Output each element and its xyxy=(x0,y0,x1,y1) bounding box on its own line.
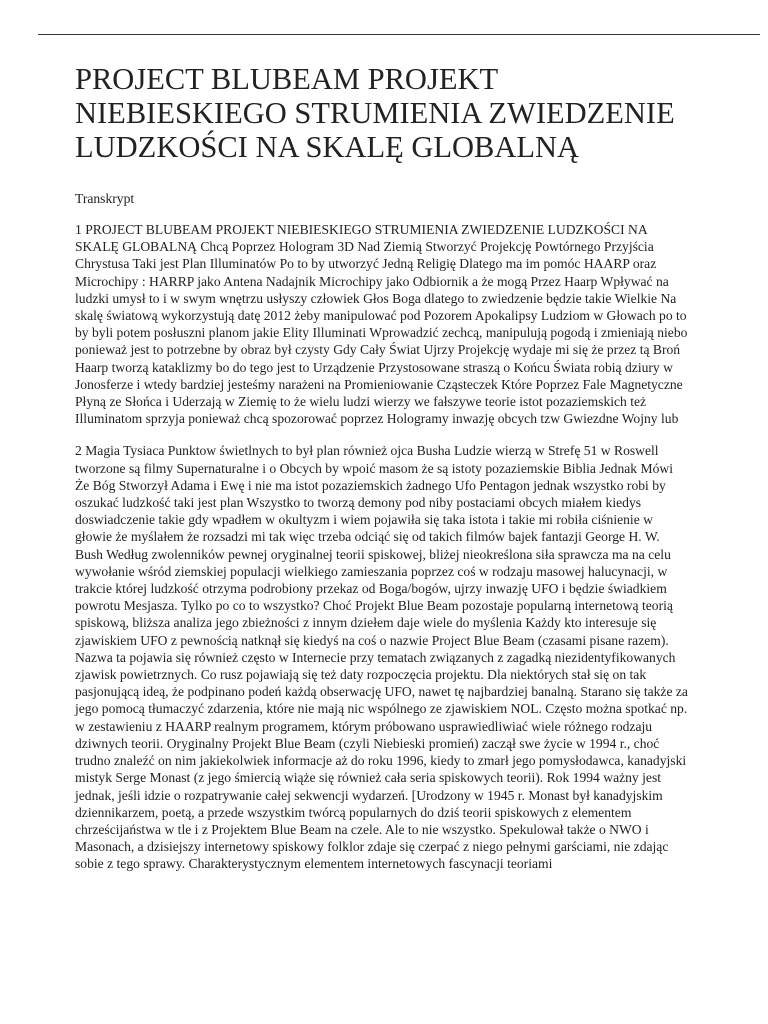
document-title: PROJECT BLUBEAM PROJEKT NIEBIESKIEGO STRUMIENIA ZWIEDZENIE LUDZKOŚCI NA SKALĘ GLOBALNĄ xyxy=(75,62,675,164)
document-body xyxy=(75,62,690,873)
paragraph-2: 2 Magia Tysiaca Punktow świetlnych to był plan również ojca Busha Ludzie wierzą w Strefę 51 w Roswell tworzone są filmy Supernaturalne i o Obcych by wpoić masom że są istoty pozaziemskie Biblia Jednak Mówi Że Bóg Stworzył Adama i Ewę i nie ma istot pozaziemskich żadnego Ufo Pentagon jednak wszystko robi by oszukać ludzkość taki jest plan Wszystko to tworzą demony pod niby postaciami obcych miałem kiedys doswiadczenie takie gdy wpadłem w okultyzm i wiem pojawiła się taka istota i takie mi robiła ciśnienie w głowie że myślałem że rozsadzi mi tak więc trzeba odciąć się od takich filmów bajek fantazji George H. W. Bush Według zwolenników pewnej oryginalnej teorii spiskowej, bliżej nieokreślona siła sprawcza ma na celu wywołanie wśród ziemskiej populacji wielkiego zamieszania poprzez coś w rodzaju masowej halucynacji, w trakcie której ludzkość otrzyma podrobiony przekaz od Boga/bogów, ujrzy inwazję UFO i będzie świadkiem powrotu Mesjasza. Tylko po co to wszystko? Choć Projekt Blue Beam pozostaje popularną internetową teorią spiskową, bliższa analiza jego zbieżności z innym dziełem daje wiele do myślenia Każdy kto interesuje się zjawiskiem UFO z pewnością natknął się kiedyś na coś o nazwie Project Blue Beam (czasami pisane razem). Nazwa ta pojawia się również często w Internecie przy tematach związanych z zagadką niezidentyfikowanych zjawisk powietrznych. Co rusz pojawiają się też daty rozpoczęcia projektu. Dla niektórych stał się on tak pasjonującą ideą, że podpinano podeń każdą obserwację UFO, nawet tę najbardziej banalną. Starano się także za jego pomocą tłumaczyć zdarzenia, które nie mają nic wspólnego ze zjawiskiem NOL. Często można spotkać np. w zestawieniu z HAARP realnym programem, którym próbowano usprawiedliwiać wiele różnego rodzaju dziwnych teorii. Oryginalny Projekt Blue Beam (czyli Niebieski promień) zaczął swe życie w 1994 r., choć trudno znaleźć on nim jakiekolwiek informacje aż do roku 1996, kiedy to zmarł jego pomysłodawca, kanadyjski mistyk Serge Monast (z jego śmiercią wiąże się również cała seria spiskowych teorii). Rok 1994 ważny jest jednak, jeśli idzie o rozpatrywanie całej sekwencji wydarzeń. [Urodzony w 1945 r. Monast był kanadyjskim dziennikarzem, poetą, a przede wszystkim twórcą popularnych do dziś teorii spiskowych z elementem chrześcijaństwa w tle i z Projektem Blue Beam na czele. Ale to nie wszystko. Spekulował także o NWO i Masonach, a dzisiejszy internetowy spiskowy folklor zdaje się czerpać z niego pełnymi garściami, nie zdając sobie z tego sprawy. Charakterystycznym elementem internetowych fascynacji teoriami xyxy=(75,443,688,872)
top-divider xyxy=(38,34,760,35)
transcript-label: Transkrypt xyxy=(75,191,135,206)
paragraph-1: 1 PROJECT BLUBEAM PROJEKT NIEBIESKIEGO STRUMIENIA ZWIEDZENIE LUDZKOŚCI NA SKALĘ GLOBALNĄ Chcą Poprzez Hologram 3D Nad Ziemią Stworzyć Projekcję Powtórnego Przyjścia Chrystusa Taki jest Plan Illuminatów Po to by utworzyć Jedną Religię Dlatego ma im pomóc HAARP oraz Microchipy : HARRP jako Antena Nadajnik Microchipy jako Odbiornik a że mogą Przez Haarp Wpływać na ludzki umysł to i w swym wnętrzu usłyszy człowiek Głos Boga dlatego to zwiedzenie będzie takie Wielkie Na skalę światową wykorzystują datę 2012 żeby manipulować pod Pozorem Apokalipsy Ludziom w Głowach po to by byli potem posłuszni planom jakie Elity Illuminati Wprowadzić zechcą, manipulują pogodą i zmieniają niebo ponieważ jest to potrzebne by obraz był czysty Gdy Cały Świat Ujrzy Projekcję wydaje mi się że przez tą Broń Haarp tworzą kataklizmy bo do tego jest to Urządzenie Przystosowane straszą o Końcu Świata robią dziury w Jonosferze i wtedy bardziej jesteśmy narażeni na Promieniowanie Cząsteczek Które Poprzez Fale Magnetyczne Płyną ze Słońca i Uderzają w Ziemię to że wielu ludzi wierzy we fałszywe teorie istot pozaziemskich też Illuminatom sprzyja ponieważ chcą spozorować poprzez Hologramy inwazję obcych tzw Gwiezdne Wojny lub xyxy=(75,222,688,427)
